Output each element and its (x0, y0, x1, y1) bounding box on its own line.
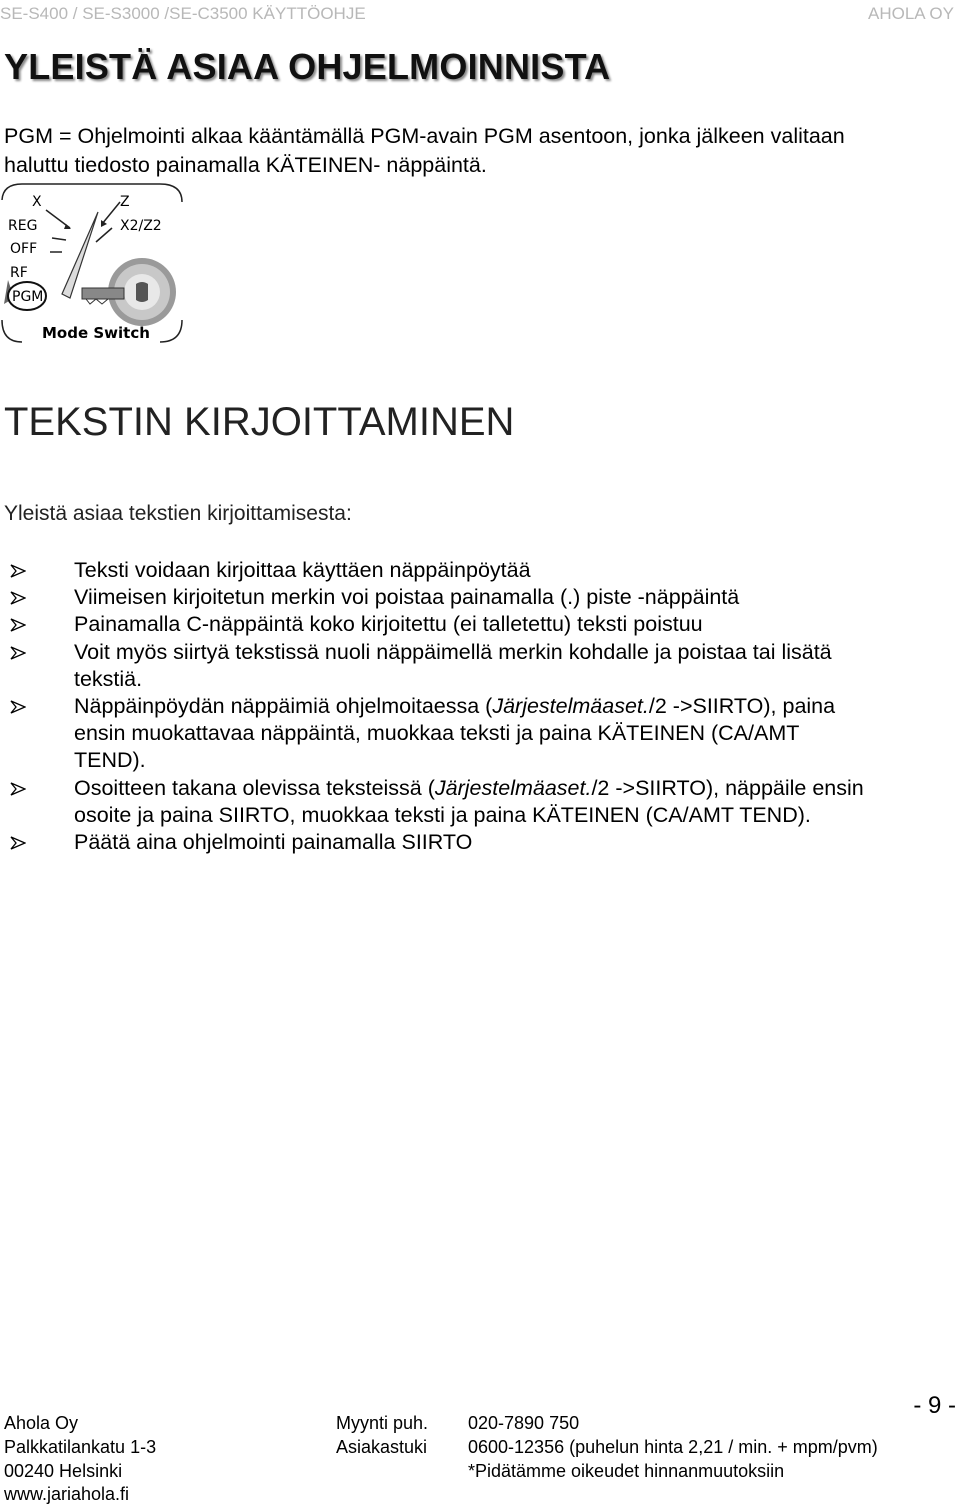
intro-line: PGM = Ohjelmointi alkaa kääntämällä PGM-avain PGM asentoon, jonka jälkeen valitaan (4, 124, 845, 148)
section-subtitle: Yleistä asiaa tekstien kirjoittamisesta: (4, 502, 352, 525)
list-item: Päätä aina ohjelmointi painamalla SIIRTO (0, 829, 950, 856)
intro-line: haluttu tiedosto painamalla KÄTEINEN- näppäintä. (4, 153, 487, 177)
mode-switch-figure (0, 180, 186, 346)
label-x2z2: X2/Z2 (120, 218, 162, 234)
footer-street: Palkkatilankatu 1-3 (4, 1437, 157, 1457)
page-number: - 9 - (913, 1392, 956, 1419)
list-item: Painamalla C-näppäintä koko kirjoitettu (ei talletettu) teksti poistuu (0, 611, 950, 638)
intro-paragraph (4, 122, 944, 180)
footer-city: 00240 Helsinki (4, 1461, 123, 1481)
label-reg: REG (8, 218, 38, 234)
footer-website: www.jariahola.fi (4, 1484, 130, 1504)
footer-sales-phone: 020-7890 750 (468, 1413, 580, 1433)
label-pgm: PGM (12, 289, 44, 305)
header-company: AHOLA OY (868, 4, 954, 23)
section-title-programming: YLEISTÄ ASIAA OHJELMOINNISTA (4, 46, 611, 87)
label-z: Z (120, 194, 130, 210)
label-off: OFF (10, 241, 38, 257)
footer-sales-label: Myynti puh. (336, 1413, 429, 1433)
list-item: Teksti voidaan kirjoittaa käyttäen näppäinpöytää (0, 557, 950, 584)
arrow-bullet-icon (10, 836, 26, 850)
list-item: Näppäinpöydän näppäimiä ohjelmoitaessa (Järjestelmäaset./2 ->SIIRTO), paina ensin muokattavaa näppäintä, muokkaa teksti ja paina KÄTEINEN (CA/AMT TEND). (0, 693, 950, 775)
list-item: Viimeisen kirjoitetun merkin voi poistaa painamalla (.) piste -näppäintä (0, 584, 950, 611)
instruction-list (0, 557, 950, 856)
list-item: Osoitteen takana olevissa teksteissä (Järjestelmäaset./2 ->SIIRTO), näppäile ensin osoite ja paina SIIRTO, muokkaa teksti ja paina KÄTEINEN (CA/AMT TEND). (0, 775, 950, 829)
arrow-bullet-icon (10, 700, 26, 714)
arrow-bullet-icon (10, 618, 26, 632)
arrow-bullet-icon (10, 591, 26, 605)
arrow-bullet-icon (10, 564, 26, 578)
arrow-bullet-icon (10, 646, 26, 660)
arrow-bullet-icon (10, 782, 26, 796)
footer-support-label: Asiakastuki (336, 1437, 428, 1457)
label-x: X (32, 194, 42, 210)
section-title-text-writing: TEKSTIN KIRJOITTAMINEN (4, 400, 515, 444)
label-rf: RF (10, 265, 28, 281)
footer-support-phone: 0600-12356 (puhelun hinta 2,21 / min. + mpm/pvm) (468, 1437, 878, 1457)
footer-company: Ahola Oy (4, 1413, 79, 1433)
figure-caption: Mode Switch (42, 324, 150, 342)
header-title: SE-S400 / SE-S3000 /SE-C3500 KÄYTTÖOHJE (0, 4, 366, 23)
list-item: Voit myös siirtyä tekstissä nuoli näppäimellä merkin kohdalle ja poistaa tai lisätä tekstiä. (0, 639, 950, 693)
footer-price-note: *Pidätämme oikeudet hinnanmuutoksiin (468, 1461, 785, 1481)
